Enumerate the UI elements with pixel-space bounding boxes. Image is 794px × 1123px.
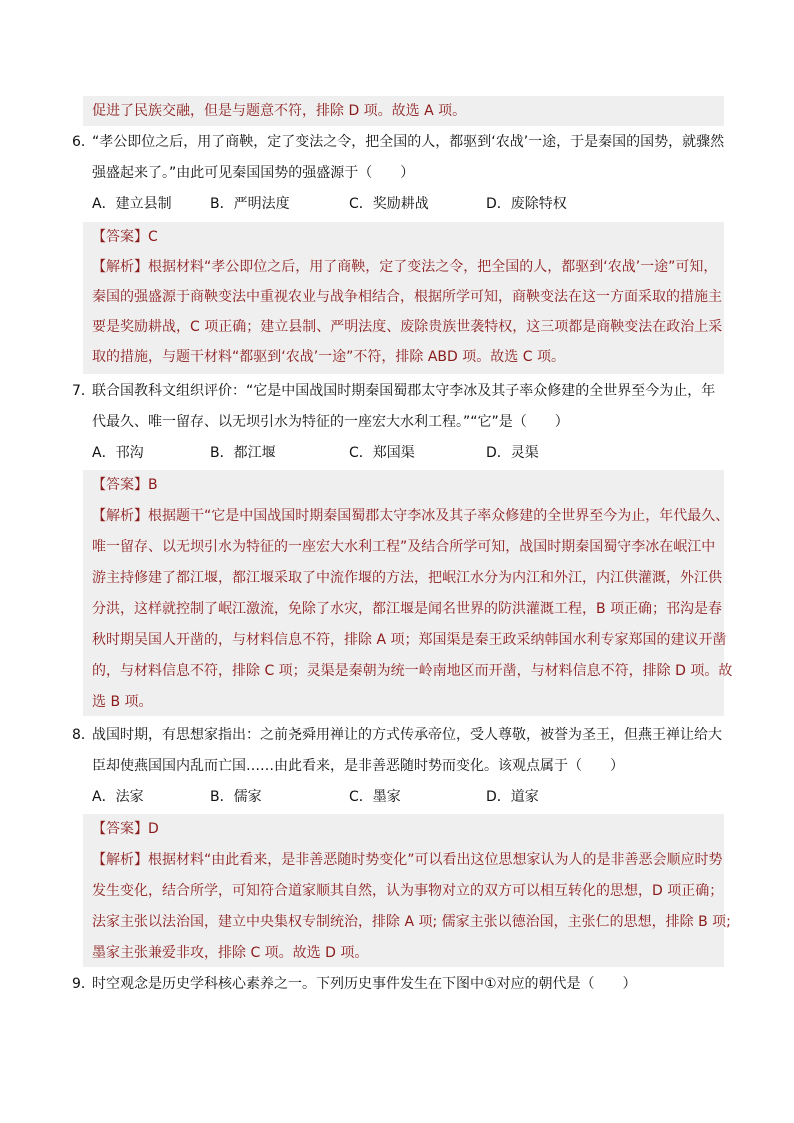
answer-label: 【答案】 [92, 229, 148, 245]
question-6-stem-line-1: “孝公即位之后，用了商鞅，定了变法之令，把全国的人，都驱到‘农战’一途，于是秦国的国势，就骤然 [92, 134, 725, 150]
answer-value: C [148, 229, 158, 245]
question-6-option-b: B．严明法度 [210, 196, 290, 212]
question-6-option-c: C．奖励耕战 [349, 196, 429, 212]
analysis-text: 根据题干“它是中国战国时期秦国蜀郡太守李冰及其子率众修建的全世界至今为止，年代最久、 [148, 508, 730, 524]
analysis-label: 【解析】 [92, 852, 148, 868]
question-7-analysis-line-6: 的，与材料信息不符，排除 C 项；灵渠是秦朝为统一岭南地区而开凿，与材料信息不符，排除 D 项。故 [92, 663, 733, 679]
question-8-option-b: B．儒家 [210, 789, 262, 805]
question-8-option-c: C．墨家 [349, 789, 401, 805]
question-6-analysis-line-3: 要是奖励耕战，C 项正确；建立县制、严明法度、废除贵族世袭特权，这三项都是商鞅变法在政治上采 [92, 319, 723, 335]
question-8-analysis-line-3: 法家主张以法治国，建立中央集权专制统治，排除 A 项; 儒家主张以德治国，主张仁的思想，排除 B 项; [92, 914, 731, 930]
answer-label: 【答案】 [92, 821, 148, 837]
question-8-analysis-line-2: 发生变化，结合所学，可知符合道家顺其自然，认为事物对立的双方可以相互转化的思想，D 项正确； [92, 883, 724, 899]
question-9-number: 9． [72, 976, 95, 992]
prev-explanation-text: 促进了民族交融，但是与题意不符，排除 D 项。故选 A 项。 [92, 103, 467, 119]
question-8-option-a: A．法家 [92, 789, 144, 805]
question-7-stem-line-1: 联合国教科文组织评价：“它是中国战国时期秦国蜀郡太守李冰及其子率众修建的全世界至今为止，年 [92, 383, 716, 399]
question-7-option-a: A．邗沟 [92, 445, 144, 461]
question-7-analysis-line-1 [92, 504, 729, 528]
question-7-option-d: D．灵渠 [486, 445, 539, 461]
answer-value: D [148, 821, 159, 837]
question-6-stem-line-2: 强盛起来了。”由此可见秦国国势的强盛源于（ ） [92, 165, 415, 181]
question-7-option-b: B．都江堰 [210, 445, 276, 461]
analysis-text: 根据材料“孝公即位之后，用了商鞅，定了变法之令，把全国的人，都驱到‘农战’一途”可知， [148, 259, 718, 275]
question-6-analysis-line-4: 取的措施，与题干材料“都驱到‘农战’一途”不符，排除 ABD 项。故选 C 项。 [92, 349, 565, 365]
question-7-stem-line-2: 代最久、唯一留存、以无坝引水为特征的一座宏大水利工程。”“它”是（ ） [92, 414, 569, 430]
question-7-analysis-line-7: 选 B 项。 [92, 694, 153, 710]
question-8-analysis-line-4: 墨家主张兼爱非攻，排除 C 项。故选 D 项。 [92, 945, 369, 961]
question-6-analysis-line-2: 秦国的强盛源于商鞅变法中重视农业与战争相结合，根据所学可知，商鞅变法在这一方面采取的措施主 [92, 289, 722, 305]
question-8-option-d: D．道家 [486, 789, 539, 805]
question-7-option-c: C．郑国渠 [349, 445, 415, 461]
question-6-option-a: A．建立县制 [92, 196, 172, 212]
analysis-label: 【解析】 [92, 259, 148, 275]
question-6-analysis-line-1 [92, 255, 717, 279]
answer-label: 【答案】 [92, 477, 148, 493]
answer-value: B [148, 477, 158, 493]
analysis-text: 根据材料“由此看来，是非善恶随时势变化”可以看出这位思想家认为人的是非善恶会顺应时势 [148, 852, 723, 868]
question-7-analysis-line-2: 唯一留存、以无坝引水为特征的一座宏大水利工程”及结合所学可知，战国时期秦国蜀守李冰在岷江中 [92, 539, 716, 555]
question-7-analysis-line-3: 游主持修建了都江堰，都江堰采取了中流作堰的方法，把岷江水分为内江和外江，内江供灌溉，外江供 [92, 570, 722, 586]
question-7-number: 7． [72, 383, 95, 399]
question-6-number: 6． [72, 134, 95, 150]
question-8-analysis-line-1 [92, 848, 723, 872]
question-6-answer [92, 225, 158, 249]
question-8-answer [92, 817, 159, 841]
question-7-analysis-line-4: 分洪，这样就控制了岷江激流，免除了水灾，都江堰是闻名世界的防洪灌溉工程，B 项正确；邗沟是春 [92, 601, 723, 617]
question-7-answer [92, 473, 158, 497]
question-6-option-d: D．废除特权 [486, 196, 567, 212]
analysis-label: 【解析】 [92, 508, 148, 524]
question-8-stem-line-2: 臣却使燕国国内乱而亡国……由此看来，是非善恶随时势而变化。该观点属于（ ） [92, 758, 624, 774]
question-9-stem-line-1: 时空观念是历史学科核心素养之一。下列历史事件发生在下图中①对应的朝代是（ ） [92, 976, 637, 992]
question-8-stem-line-1: 战国时期，有思想家指出：之前尧舜用禅让的方式传承帝位，受人尊敬，被誉为圣王，但燕王禅让给大 [92, 727, 722, 743]
question-7-analysis-line-5: 秋时期吴国人开凿的，与材料信息不符，排除 A 项；郑国渠是秦王政采纳韩国水利专家郑国的建议开凿 [92, 632, 727, 648]
question-8-number: 8． [72, 727, 95, 743]
